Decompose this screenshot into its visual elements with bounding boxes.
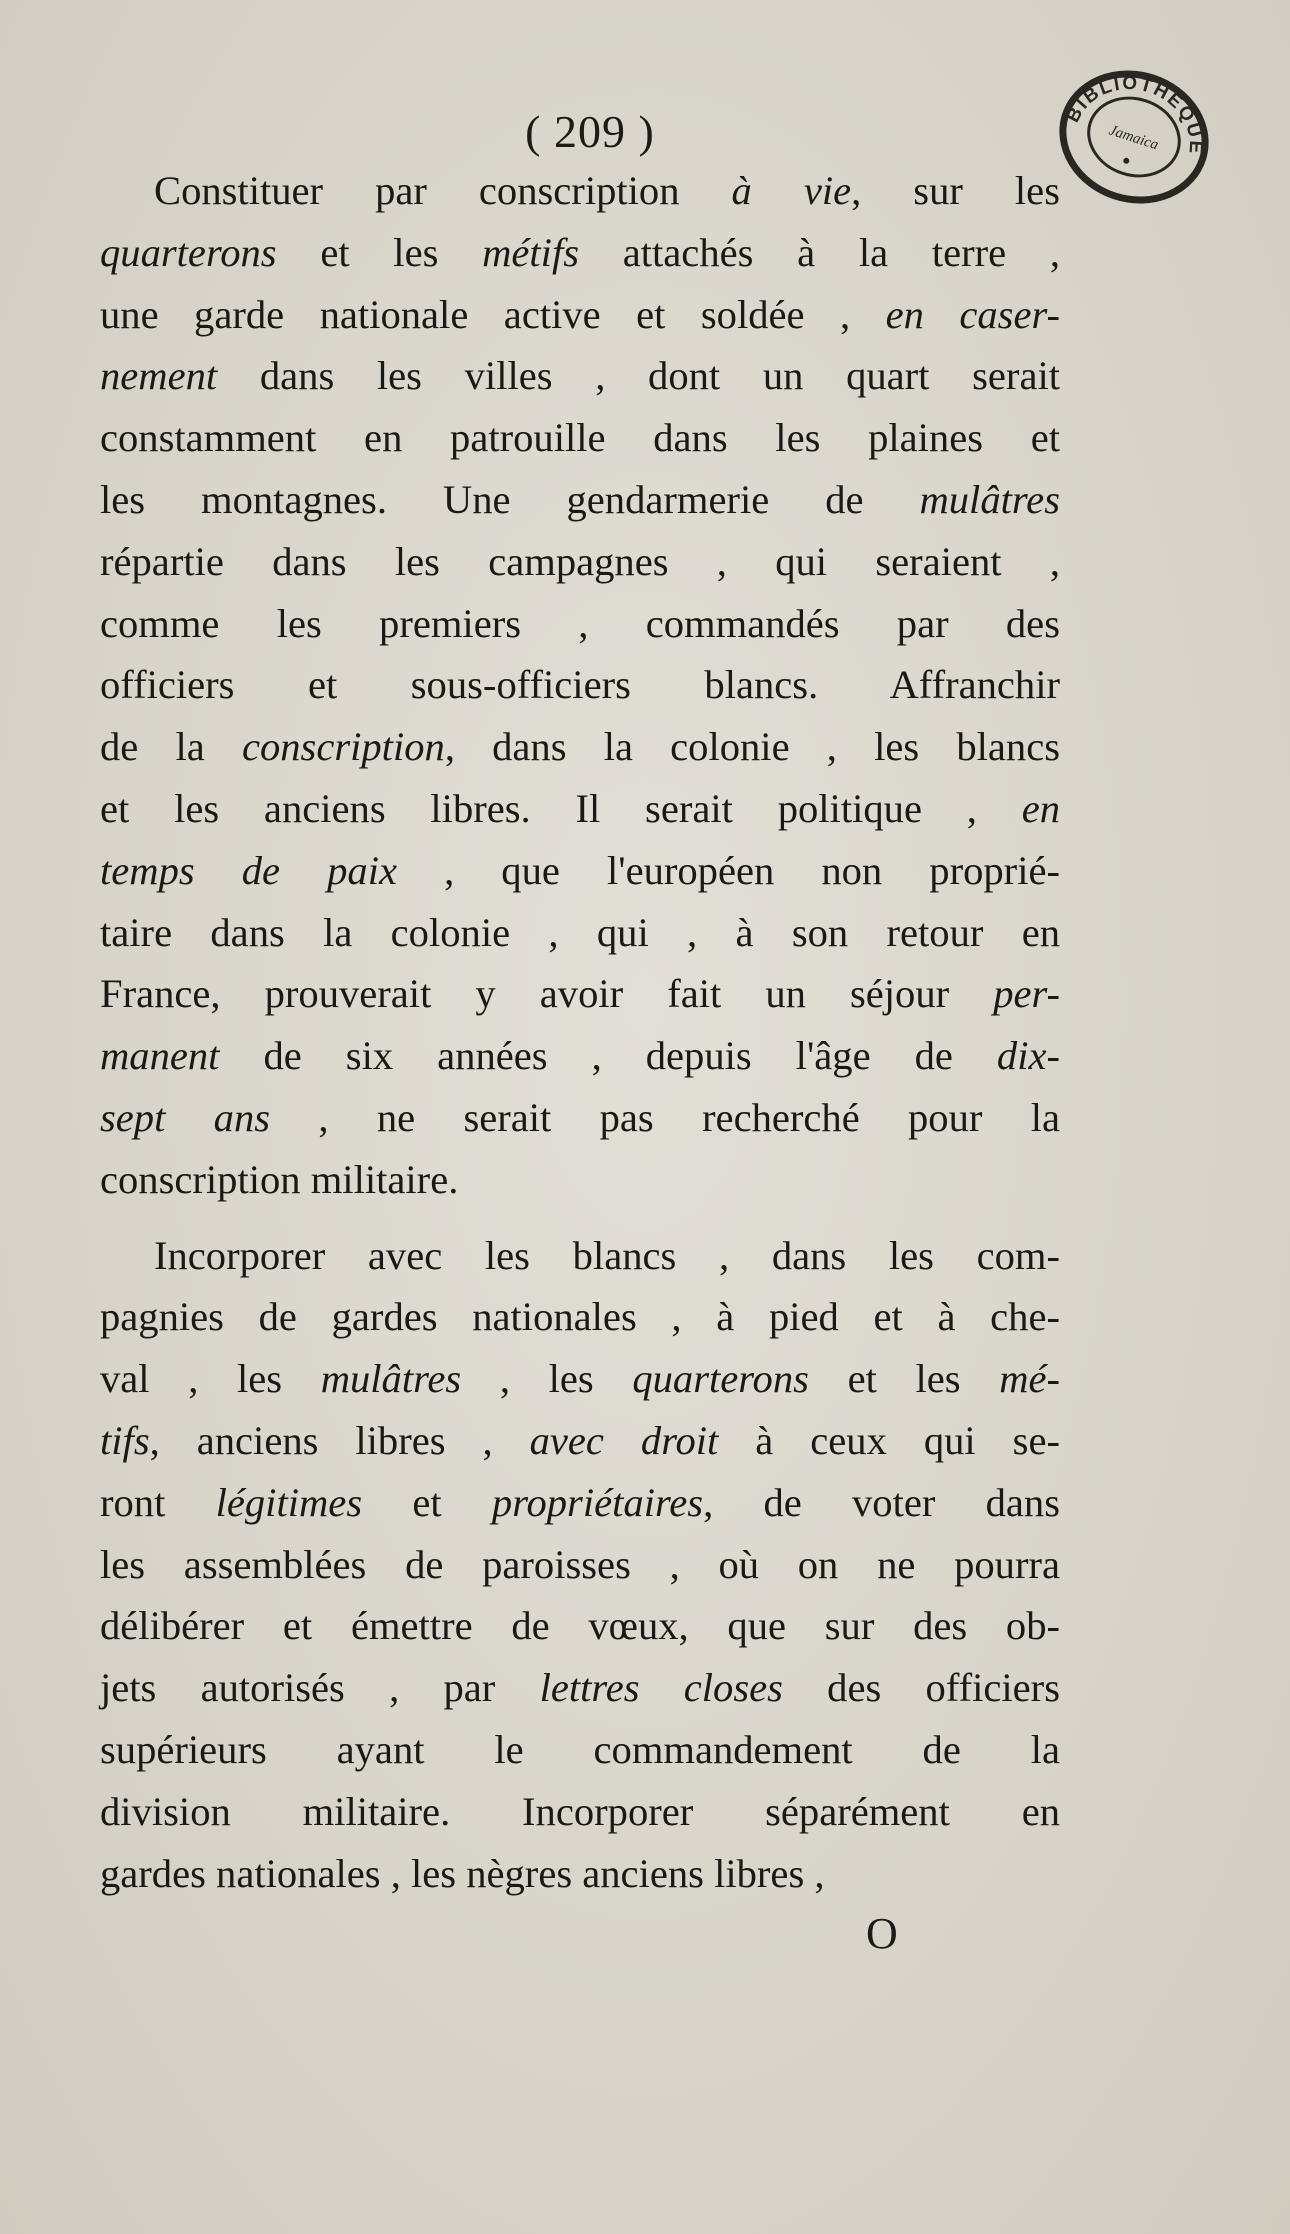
text-line bbox=[100, 1025, 1060, 1087]
page-number: ( 209 ) bbox=[525, 106, 655, 157]
text-line bbox=[100, 1657, 1060, 1719]
text-line bbox=[100, 1225, 1060, 1287]
text-line bbox=[100, 1286, 1060, 1348]
text-line bbox=[100, 902, 1060, 964]
italic-segment: nement bbox=[100, 353, 218, 399]
text-segment: ront bbox=[100, 1479, 216, 1525]
text-segment: et les anciens libres. Il serait politique , bbox=[100, 785, 1022, 831]
text-segment: officiers et sous-officiers blancs. Affranchir bbox=[100, 662, 1060, 708]
text-line bbox=[100, 1149, 1060, 1211]
text-line bbox=[100, 222, 1060, 284]
text-segment: et bbox=[362, 1479, 492, 1525]
text-segment: France, prouverait y avoir fait un séjour bbox=[100, 971, 994, 1017]
library-stamp-icon bbox=[1048, 62, 1220, 212]
italic-segment: légitimes bbox=[215, 1479, 363, 1525]
text-segment: une garde nationale active et soldée , bbox=[100, 291, 886, 337]
text-segment: gardes nationales , les nègres anciens libres , bbox=[100, 1850, 825, 1896]
text-line bbox=[100, 654, 1060, 716]
italic-segment: quarterons bbox=[100, 229, 277, 275]
text-line bbox=[100, 531, 1060, 593]
italic-segment: mé- bbox=[999, 1356, 1061, 1402]
text-line bbox=[100, 1472, 1060, 1534]
text-segment: les assemblées de paroisses , où on ne pourra bbox=[100, 1541, 1060, 1587]
text-segment: val , les bbox=[100, 1356, 321, 1402]
italic-segment: dix- bbox=[996, 1033, 1060, 1079]
text-segment: Incorporer avec les blancs , dans les com- bbox=[154, 1232, 1060, 1278]
text-line bbox=[100, 1719, 1060, 1781]
text-segment: répartie dans les campagnes , qui seraient , bbox=[100, 538, 1060, 584]
text-segment: , dans la colonie , les blancs bbox=[444, 724, 1060, 770]
text-segment: , de voter dans bbox=[703, 1479, 1060, 1525]
text-segment: constamment en patrouille dans les plaines et bbox=[100, 415, 1060, 461]
text-segment: et les bbox=[808, 1356, 1000, 1402]
text-line bbox=[100, 284, 1060, 346]
italic-segment: métifs bbox=[482, 229, 580, 275]
paragraph-gap bbox=[100, 1211, 1060, 1225]
text-line bbox=[100, 1348, 1060, 1410]
text-line bbox=[100, 716, 1060, 778]
italic-segment: à vie bbox=[731, 168, 852, 213]
text-line bbox=[100, 963, 1060, 1025]
text-segment: dans les villes , dont un quart serait bbox=[217, 353, 1060, 399]
italic-segment: tifs bbox=[100, 1417, 150, 1463]
italic-segment: mulâtres bbox=[320, 1356, 462, 1402]
text-line bbox=[100, 778, 1060, 840]
text-segment: , sur les bbox=[851, 168, 1060, 213]
text-segment: conscription militaire. bbox=[100, 1156, 459, 1202]
text-segment: taire dans la colonie , qui , à son retour en bbox=[100, 909, 1060, 955]
text-segment: supérieurs ayant le commandement de la bbox=[100, 1726, 1060, 1772]
italic-segment: propriétaires bbox=[491, 1479, 704, 1525]
stamp-ring-text: BIBLIOTHEQUE bbox=[1062, 72, 1207, 156]
text-segment: de six années , depuis l'âge de bbox=[219, 1033, 997, 1079]
text-segment: jets autorisés , par bbox=[100, 1665, 540, 1711]
text-segment: des officiers bbox=[782, 1665, 1060, 1711]
text-segment: , que l'européen non proprié- bbox=[397, 847, 1060, 893]
signature-mark: O bbox=[866, 1909, 898, 1958]
text-line bbox=[100, 407, 1060, 469]
text-segment: attachés à la terre , bbox=[579, 229, 1060, 275]
italic-segment: per- bbox=[993, 971, 1060, 1017]
text-line bbox=[100, 345, 1060, 407]
text-line bbox=[100, 160, 1060, 222]
italic-segment: sept ans bbox=[100, 1094, 271, 1140]
body-text bbox=[100, 160, 1060, 1904]
text-line bbox=[100, 593, 1060, 655]
text-line bbox=[100, 469, 1060, 531]
text-segment: , les bbox=[461, 1356, 633, 1402]
italic-segment: quarterons bbox=[632, 1356, 809, 1402]
italic-segment: avec droit bbox=[529, 1417, 719, 1463]
italic-segment: manent bbox=[100, 1033, 220, 1079]
text-line bbox=[100, 1781, 1060, 1843]
text-segment: division militaire. Incorporer séparément en bbox=[100, 1788, 1060, 1834]
text-segment: pagnies de gardes nationales , à pied et à che- bbox=[100, 1294, 1060, 1340]
text-segment: , ne serait pas recherché pour la bbox=[270, 1094, 1060, 1140]
italic-segment: en caser- bbox=[885, 291, 1060, 337]
text-segment: délibérer et émettre de vœux, que sur des ob- bbox=[100, 1603, 1060, 1649]
text-line bbox=[100, 1534, 1060, 1596]
text-line bbox=[100, 1843, 1060, 1905]
text-segment: , anciens libres , bbox=[149, 1417, 530, 1463]
text-segment: à ceux qui se- bbox=[718, 1417, 1060, 1463]
text-line bbox=[100, 1087, 1060, 1149]
italic-segment: en bbox=[1021, 785, 1060, 831]
text-line bbox=[100, 1595, 1060, 1657]
text-line bbox=[100, 1410, 1060, 1472]
text-segment: les montagnes. Une gendarmerie de bbox=[100, 476, 920, 522]
italic-segment: mulâtres bbox=[919, 476, 1060, 522]
text-segment: Constituer par conscription bbox=[154, 168, 732, 213]
text-segment: et les bbox=[276, 229, 483, 275]
italic-segment: temps de paix bbox=[100, 847, 397, 893]
text-segment: comme les premiers , commandés par des bbox=[100, 600, 1060, 646]
italic-segment: lettres closes bbox=[539, 1665, 783, 1711]
text-segment: de la bbox=[100, 724, 242, 770]
text-line bbox=[100, 840, 1060, 902]
stamp-center-text: Jamaica bbox=[1107, 122, 1161, 154]
italic-segment: conscription bbox=[241, 724, 445, 770]
